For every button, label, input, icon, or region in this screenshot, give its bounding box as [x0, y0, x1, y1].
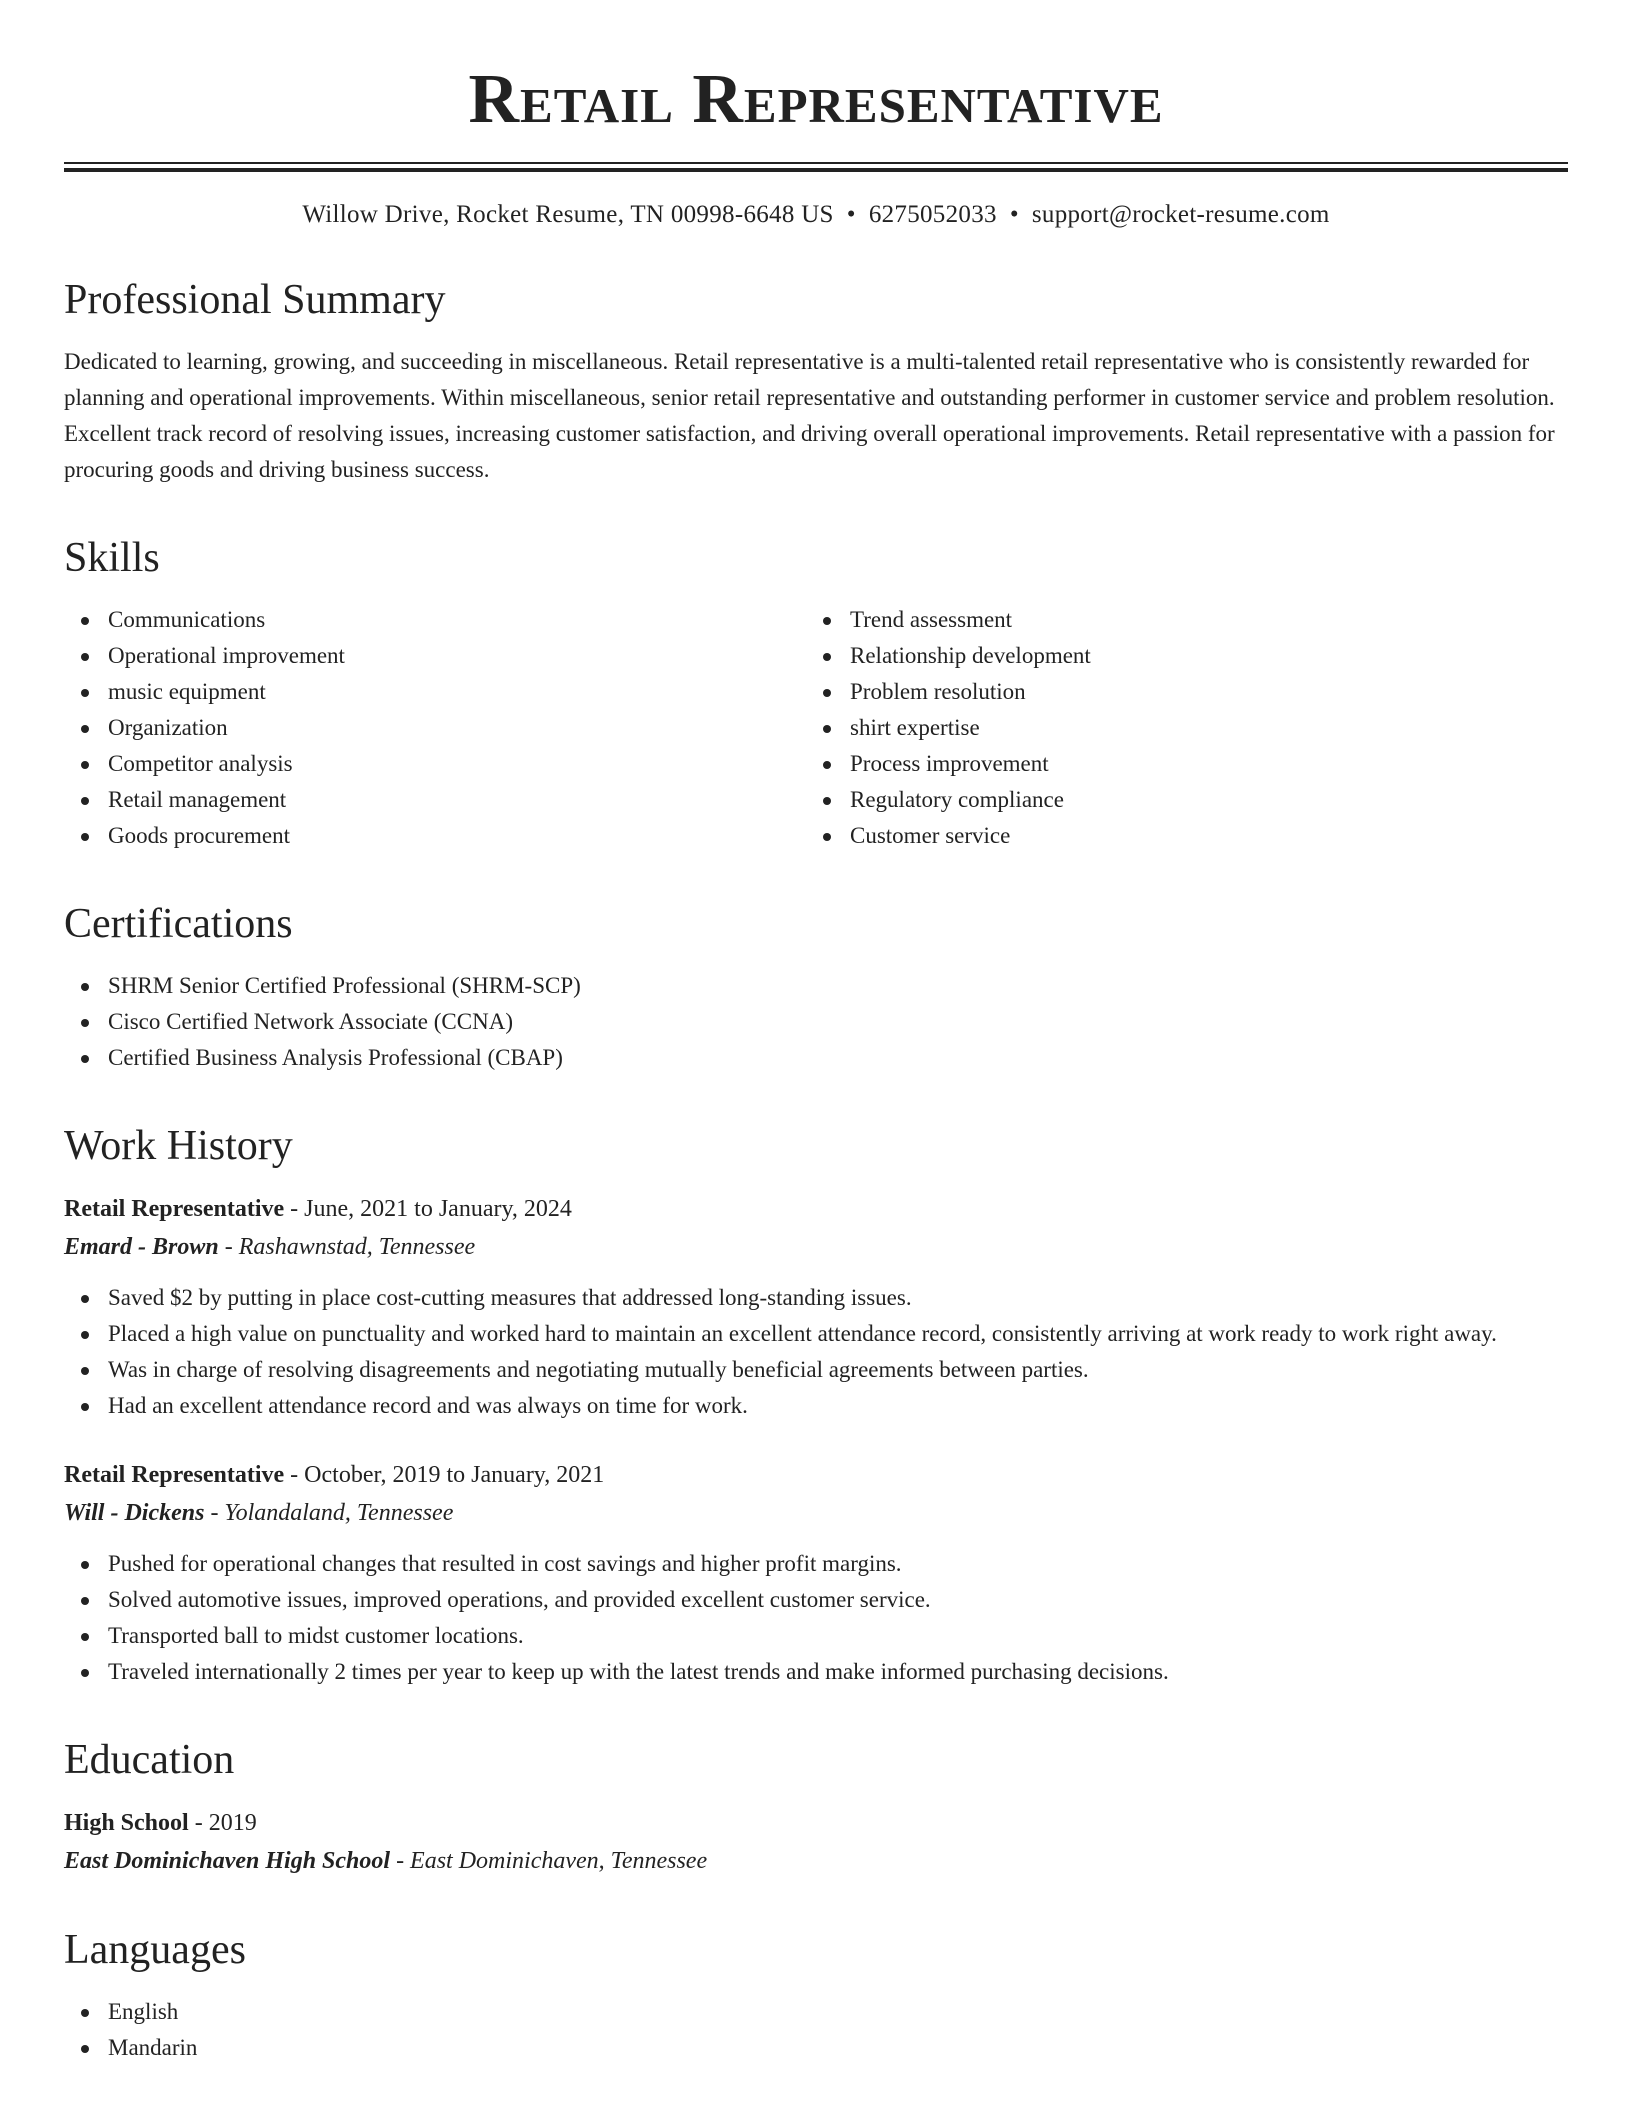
- languages-section: [64, 1924, 1568, 2066]
- resume-title: Retail Representative: [468, 61, 1164, 138]
- contact-email: support@rocket-resume.com: [1031, 201, 1330, 228]
- job-bullet: Transported ball to midst customer locations.: [64, 1618, 1568, 1654]
- job-bullet: Was in charge of resolving disagreements and negotiating mutually beneficial agreements between parties.: [64, 1352, 1568, 1388]
- skill-item: Regulatory compliance: [806, 782, 1548, 818]
- certifications-list: [64, 968, 1568, 1076]
- contact-separator: •: [846, 201, 856, 228]
- work-history-section: [64, 1120, 1568, 1690]
- job-entry: [64, 1456, 1568, 1690]
- job-company: Emard - Brown: [64, 1234, 219, 1260]
- job-location: - Yolandaland, Tennessee: [204, 1500, 454, 1526]
- skill-item: Problem resolution: [806, 674, 1548, 710]
- section-heading-summary: Professional Summary: [64, 277, 446, 323]
- language-item: Mandarin: [64, 2030, 1568, 2066]
- section-heading-work-history: Work History: [64, 1123, 293, 1169]
- certification-item: SHRM Senior Certified Professional (SHRM-SCP): [64, 968, 1568, 1004]
- education-location: - East Dominichaven, Tennessee: [390, 1848, 708, 1874]
- skills-list-right: [806, 602, 1548, 854]
- job-bullet: Pushed for operational changes that resulted in cost savings and higher profit margins.: [64, 1546, 1568, 1582]
- education-degree: High School: [64, 1810, 189, 1836]
- job-entry: [64, 1190, 1568, 1424]
- section-heading-languages: Languages: [64, 1927, 246, 1973]
- section-heading-certifications: Certifications: [64, 901, 293, 947]
- job-title: Retail Representative: [64, 1196, 285, 1222]
- education-section: [64, 1734, 1568, 1880]
- contact-address: Willow Drive, Rocket Resume, TN 00998-6648 US: [302, 201, 834, 228]
- section-heading-education: Education: [64, 1737, 235, 1783]
- job-location: - Rashawnstad, Tennessee: [218, 1234, 476, 1260]
- skill-item: Process improvement: [806, 746, 1548, 782]
- summary-text: Dedicated to learning, growing, and succeeding in miscellaneous. Retail representative is a multi-talented retail representative who is consistently rewarded for planning and operational improvements. Within miscellaneous, senior retail representative and outstanding performer in customer service and problem resolution. Excellent track record of resolving issues, increasing customer satisfaction, and driving overall operational improvements. Retail representative with a passion for procuring goods and driving business success.: [64, 349, 1555, 482]
- languages-list: [64, 1994, 1568, 2066]
- job-bullets: [64, 1546, 1568, 1690]
- job-company-line: [64, 1228, 1568, 1266]
- job-title-line: [64, 1190, 1568, 1228]
- summary-section: [64, 274, 1568, 488]
- job-bullet: Saved $2 by putting in place cost-cutting measures that addressed long-standing issues.: [64, 1280, 1568, 1316]
- skill-item: Retail management: [64, 782, 806, 818]
- skill-item: Organization: [64, 710, 806, 746]
- skills-list-left: [64, 602, 806, 854]
- contact-phone: 6275052033: [868, 201, 997, 228]
- title-double-rule: [64, 162, 1568, 172]
- skill-item: Relationship development: [806, 638, 1548, 674]
- job-dates: - June, 2021 to January, 2024: [284, 1196, 572, 1222]
- skill-item: shirt expertise: [806, 710, 1548, 746]
- language-item: English: [64, 1994, 1568, 2030]
- contact-line: [64, 198, 1568, 232]
- job-title-line: [64, 1456, 1568, 1494]
- skill-item: Communications: [64, 602, 806, 638]
- skills-columns: [64, 602, 1568, 854]
- job-bullet: Traveled internationally 2 times per year to keep up with the latest trends and make informed purchasing decisions.: [64, 1654, 1568, 1690]
- job-company-line: [64, 1494, 1568, 1532]
- job-bullet: Solved automotive issues, improved operations, and provided excellent customer service.: [64, 1582, 1568, 1618]
- job-bullet: Placed a high value on punctuality and worked hard to maintain an excellent attendance record, consistently arriving at work ready to work right away.: [64, 1316, 1568, 1352]
- skill-item: Competitor analysis: [64, 746, 806, 782]
- job-dates: - October, 2019 to January, 2021: [284, 1462, 605, 1488]
- job-bullet: Had an excellent attendance record and was always on time for work.: [64, 1388, 1568, 1424]
- certifications-section: [64, 898, 1568, 1076]
- education-school-line: [64, 1842, 1568, 1880]
- job-title: Retail Representative: [64, 1462, 285, 1488]
- certification-item: Certified Business Analysis Professional (CBAP): [64, 1040, 1568, 1076]
- contact-separator: •: [1009, 201, 1019, 228]
- skill-item: Trend assessment: [806, 602, 1548, 638]
- education-degree-line: [64, 1804, 1568, 1842]
- skill-item: Operational improvement: [64, 638, 806, 674]
- skill-item: Customer service: [806, 818, 1548, 854]
- job-bullets: [64, 1280, 1568, 1424]
- skills-section: [64, 532, 1568, 854]
- skill-item: Goods procurement: [64, 818, 806, 854]
- certification-item: Cisco Certified Network Associate (CCNA): [64, 1004, 1568, 1040]
- skill-item: music equipment: [64, 674, 806, 710]
- job-company: Will - Dickens: [64, 1500, 205, 1526]
- education-school: East Dominichaven High School: [64, 1848, 391, 1874]
- section-heading-skills: Skills: [64, 535, 160, 581]
- education-year: - 2019: [188, 1810, 257, 1836]
